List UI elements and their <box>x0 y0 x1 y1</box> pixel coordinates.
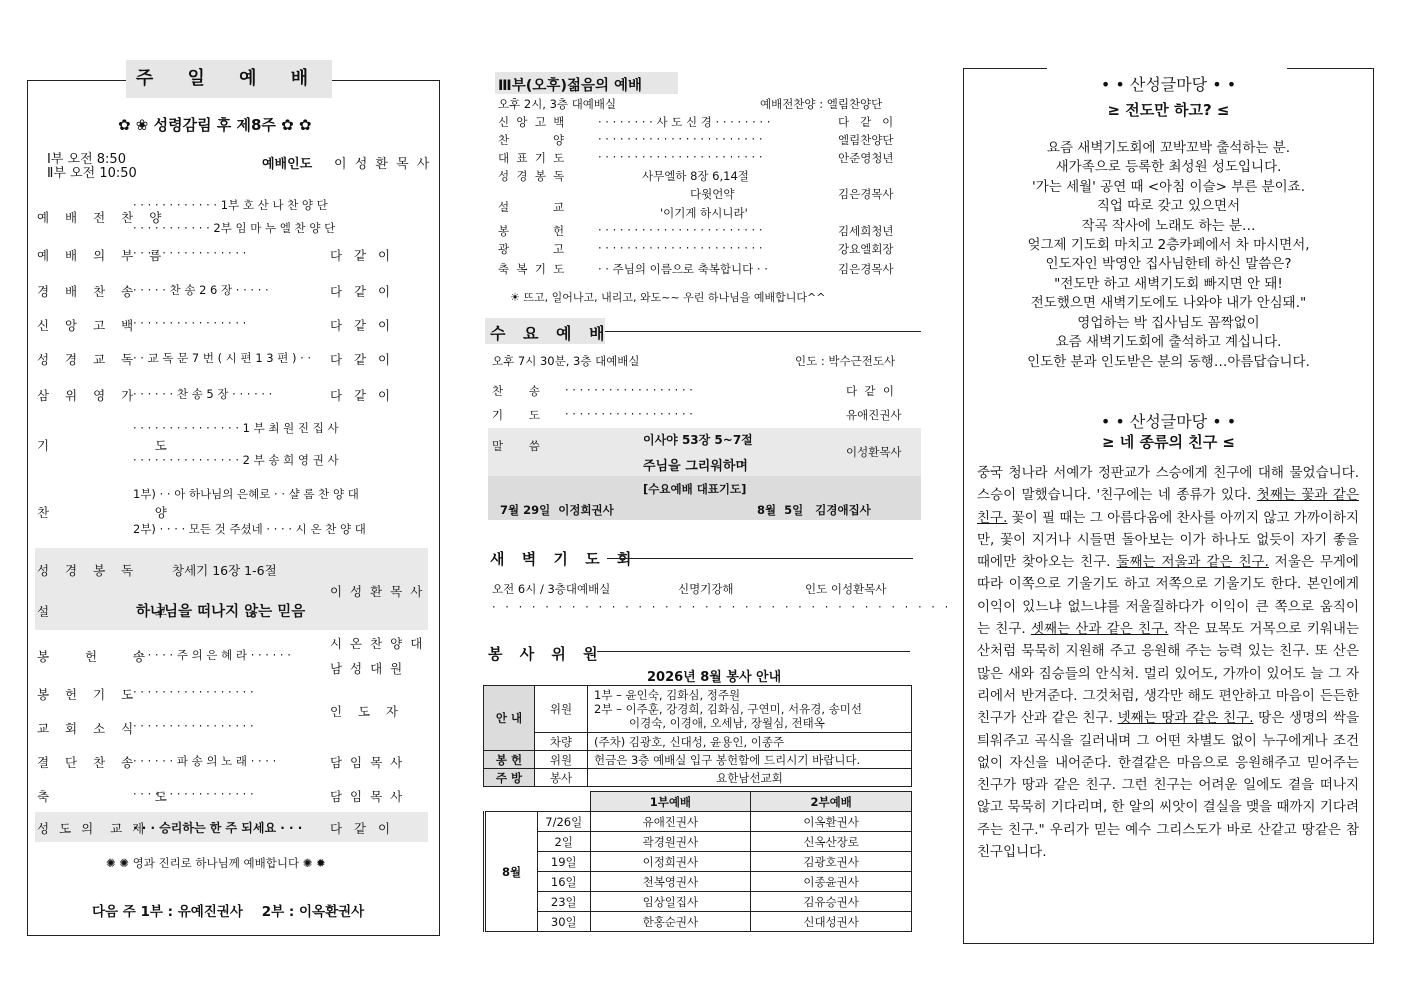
flower-icon: ✺ ✹ <box>302 856 326 870</box>
divider <box>597 651 910 652</box>
row-detail: · · · 승리하는 한 주 되세요 · · · <box>133 821 303 835</box>
service-table-title: 2026년 8월 봉사 안내 <box>647 670 782 685</box>
sunday-worship-title: 주 일 예 배 <box>126 60 332 98</box>
row-detail: · · · · · · 찬 송 5 장 · · · · · · <box>133 387 273 401</box>
table-cell: 16일 <box>538 872 591 892</box>
row-label: 교 회 소 식 <box>37 721 140 736</box>
row-detail: · · · · · 찬 송 2 6 장 · · · · · <box>133 283 269 297</box>
worship-subtitle <box>118 114 312 135</box>
table-cell: 김유승권사 <box>751 892 912 912</box>
wed-scripture: 이사야 53장 5~7절 <box>643 433 753 447</box>
table-row <box>484 751 912 769</box>
usher-line: 이경숙, 이경애, 오세남, 장월심, 전태옥 <box>629 716 825 730</box>
youth-praise: 예배전찬양 : 엘림찬양단 <box>760 97 883 111</box>
schedule-table <box>483 791 912 932</box>
row-right: 담 임 목 사 <box>330 789 405 804</box>
row-right: 다 같 이 <box>330 821 391 836</box>
wed-row-label: 찬 송 <box>492 384 540 398</box>
table-cell: 이종윤권사 <box>751 872 912 892</box>
divider <box>607 558 913 559</box>
worship-footer <box>106 855 326 871</box>
dawn-title: 새 벽 기 도 회 <box>490 550 638 568</box>
dot-icon: • • <box>1100 75 1130 94</box>
youth-row-right: 다 같 이 <box>838 115 894 129</box>
table-row <box>484 769 912 787</box>
essay2-text: 땅은 생명의 싹을 틔워주고 곡식을 길러내며 그 어떤 차별도 없이 누구에게나 조건 없이 자신을 내어준다. 한결같은 마음으로 응원해주고 믿어주는 친구가 땅과 같은 친구. 그런 친구는 어려운 일에도 곁을 떠나지 않고 묵묵히 기다리며, 한 알의 씨앗이 결실을 맺을 때까지 기다려주는 친구." 우리가 믿는 예수 그리스도가 바로 산같고 땅같은 참 친구입니다. <box>977 710 1359 861</box>
youth-title: Ⅲ부(오후)젊음의 예배 <box>498 78 643 94</box>
row-detail: 2부) · · · · 모든 것 주셨네 · · · · 시 온 찬 양 대 <box>133 522 366 536</box>
table-cell: (주차) 김광호, 신대성, 윤용인, 이종주 <box>588 733 912 751</box>
youth-row-detail: · · · · · · · · · · · · · · · · · · · · · · · <box>598 241 763 255</box>
row-label: 성 경 교 독 <box>37 352 140 367</box>
row-detail: 1부) · · 아 하나님의 은혜로 · · 샬 롬 찬 양 대 <box>133 487 359 501</box>
row-right: 다 같 이 <box>330 388 391 403</box>
usher-line: 2부 – 이주훈, 강경희, 김화심, 구연미, 서유경, 송미선 <box>594 702 863 716</box>
table-row <box>485 832 912 852</box>
youth-row-label: 대 표 기 도 <box>498 151 565 165</box>
row-label: 예 배 전 찬 양 <box>37 210 168 225</box>
row-right: 남 성 대 원 <box>330 661 405 676</box>
essay1-line: 요즘 새벽기도회에 출석하고 계십니다. <box>1055 334 1282 350</box>
wed-prayer-title: [수요예배 대표기도] <box>643 482 747 496</box>
row-right: 이 성 환 목 사 <box>330 584 425 599</box>
row-detail: · · · · · · 파 송 의 노 래 · · · · <box>133 754 277 768</box>
flower-icon: ✺ ✺ <box>106 856 129 870</box>
scripture-ref: 창세기 16장 1-6절 <box>172 563 277 578</box>
essay2-title-text: 산성글마당 <box>1129 412 1208 431</box>
table-cell: 천복영권사 <box>590 872 751 892</box>
table-cell: 헌금은 3층 예배실 입구 봉헌함에 드리시기 바랍니다. <box>588 751 912 769</box>
row-detail: · · · · · · · · · · · · · · · 1 부 최 원 진 집 사 <box>133 421 339 435</box>
essay2-text: 작은 묘목도 거목으로 키워내는 산처럼 묵묵히 지원해 주고 응원해 주는 능력 있는 친구. 또 산은 많은 새와 짐승들의 안식처. 멀리 있어도, 가까이 있어도 늘 그 자리에서 반겨준다. 그것처럼, 생각만 해도 편안하고 마음이 든든한 친구가 산과 같은 친구. <box>977 621 1359 727</box>
table-cell: 곽경원권사 <box>590 832 751 852</box>
wed-prayer-2: 8월 5일 김경애집사 <box>757 503 871 517</box>
table-cell: 김광호권사 <box>751 852 912 872</box>
table-cell <box>538 792 591 812</box>
essay2-highlight: 첫째는 꽃과 같은 친구. <box>977 487 1360 526</box>
table-cell: 19일 <box>538 852 591 872</box>
essay1-line: 인도자인 박영안 집사님한테 하신 말씀은? <box>1045 256 1292 272</box>
table-cell: 2일 <box>538 832 591 852</box>
service-time-2: Ⅱ부 오전 10:50 <box>47 166 137 181</box>
essay1-title <box>963 72 1374 95</box>
youth-sermon-sub: '이기게 하시니라' <box>660 206 748 220</box>
youth-row-detail: 사무엘하 8장 6,14절 <box>642 169 749 183</box>
sermon-title: 하나님을 떠나지 않는 믿음 <box>136 604 306 620</box>
wed-time: 오후 7시 30분, 3층 대예배실 <box>492 354 640 368</box>
wed-row-right: 유애진권사 <box>846 408 902 422</box>
footer-text: 영과 진리로 하나님께 예배합니다 <box>132 856 300 870</box>
dot-icon: • • <box>1207 412 1237 431</box>
row-detail: · · 교 독 문 7 번 ( 시 편 1 3 편 ) · · <box>133 351 312 365</box>
wed-row-dots: · · · · · · · · · · · · · · · · · · <box>565 407 693 421</box>
table-cell: 이옥환권사 <box>751 812 912 832</box>
essay2-title <box>963 409 1374 432</box>
dawn-topic: 신명기강해 <box>678 582 734 596</box>
row-detail: · · · · · · · · · · · · · · · · · <box>133 719 254 733</box>
row-detail: · · · · · · · · · · · · · · · · · <box>133 787 254 801</box>
table-cell: 신대성권사 <box>751 912 912 932</box>
youth-row-right: 강요엘회장 <box>838 242 894 256</box>
row-right: 담 임 목 사 <box>330 755 405 770</box>
row-right: 다 같 이 <box>330 318 391 333</box>
leader-label: 예배인도 <box>262 157 313 172</box>
table-cell: 임상일집사 <box>590 892 751 912</box>
essay1-line: 영업하는 박 집사님도 꼼짝없이 <box>1077 315 1260 331</box>
row-label: 기 도 <box>37 438 173 453</box>
essay1-line: 인도한 분과 인도받은 분의 동행…아름답습니다. <box>1027 354 1310 370</box>
usher-line: 1부 – 윤인숙, 김화심, 정주원 <box>594 688 741 702</box>
table-cell: 봉사 <box>535 769 588 787</box>
table-cell: 봉 헌 <box>484 751 535 769</box>
row-detail: · · · · · · · · · · · · · · · 2 부 송 희 영 권 사 <box>133 453 339 467</box>
dawn-info: 오전 6시 / 3층대예배실 <box>492 582 611 596</box>
row-label: 축 도 <box>37 789 173 804</box>
table-cell: 이정희권사 <box>590 852 751 872</box>
service-title: 봉 사 위 원 <box>488 645 604 663</box>
row-right: 시 온 찬 양 대 <box>330 636 425 651</box>
table-row <box>484 686 912 733</box>
youth-sermon: 다윗언약 <box>690 187 735 201</box>
row-detail: · · · · · · 주 의 은 혜 라 · · · · · · <box>133 648 291 662</box>
row-right: 인 도 자 <box>330 704 399 719</box>
table-cell: 안 내 <box>484 686 535 751</box>
row-label: 예 배 의 부 름 <box>37 248 168 263</box>
table-cell: 요한남선교회 <box>588 769 912 787</box>
dawn-dots: · · · · · · · · · · · · · · · · · · · · · · · · · · · · · · · · · · · <box>492 600 952 614</box>
dawn-leader: 인도 이성환목사 <box>805 582 887 596</box>
youth-row-label: 성 경 봉 독 <box>498 169 565 183</box>
row-label: 성 도 의 교 제 <box>37 821 148 836</box>
table-cell: 23일 <box>538 892 591 912</box>
essay1-line: 전도했으면 새벽기도에도 나와야 내가 안심돼." <box>1030 295 1307 311</box>
row-label: 성 경 봉 독 <box>37 563 140 578</box>
leader-name: 이 성 환 목 사 <box>334 157 432 172</box>
table-row <box>485 892 912 912</box>
essay2-highlight: 셋째는 산과 같은 친구. <box>1030 621 1169 638</box>
service-table <box>483 685 912 787</box>
essay1-line: '가는 세월' 공연 때 <아침 이슬> 부른 분이죠. <box>1031 179 1306 195</box>
next-week-prayer: 다음 주 1부 : 유예진권사 2부 : 이옥환권사 <box>92 904 365 920</box>
youth-slogan <box>510 289 825 305</box>
youth-row-right: 엘림찬양단 <box>838 133 894 147</box>
row-label: 결 단 찬 송 <box>37 755 140 770</box>
youth-row-right: 안준영청년 <box>838 151 894 165</box>
youth-row-label: 찬 양 <box>498 133 565 147</box>
table-cell: 30일 <box>538 912 591 932</box>
essay1-subtitle: ≥ 전도만 하고? ≤ <box>1107 101 1230 119</box>
row-detail: · · · · · · · · · · · 2부 임 마 누 엘 찬 양 단 <box>133 221 336 235</box>
flower-icon: ✿ ❀ <box>118 116 149 134</box>
subtitle-text: 성령감림 후 제8주 <box>153 116 276 134</box>
essay2-text: 저울은 무게에 따라 이쪽으로 기울기도 하고 저쪽으로 기울기도 한다. 본인에게 이익이 있느냐 없느냐를 저울질하다가 이익이 큰 쪽으로 움직이는 친구. <box>977 554 1359 638</box>
row-detail: · · · · · · · · · · · · · · · · <box>133 316 247 330</box>
youth-row-label: 설 교 <box>498 200 565 214</box>
youth-row-detail: · · · · · · · · 사 도 신 경 · · · · · · · · <box>598 115 771 129</box>
table-header: 2부예배 <box>751 792 912 812</box>
wed-row-label: 기 도 <box>492 408 540 422</box>
table-row <box>485 812 912 832</box>
wed-sermon: 주님을 그리워하며 <box>643 459 748 474</box>
table-cell <box>588 686 912 733</box>
essay2-subtitle: ≥ 네 종류의 친구 ≤ <box>1102 433 1235 451</box>
essay2-body <box>977 462 1359 863</box>
essay1-line: 새가족으로 등록한 최성원 성도입니다. <box>1055 159 1282 175</box>
row-label: 삼 위 영 가 <box>37 388 140 403</box>
essay2-text: 꽃이 필 때는 그 아름다움에 찬사를 아끼지 않고 가까이하지만, 꽃이 지거나 시들면 돌아보는 이가 하나도 없듯이 자기 좋을 때에만 찾아오는 친구. <box>977 509 1359 571</box>
row-detail: · · · · · · · · · · · · 1부 호 산 나 찬 양 단 <box>133 198 328 212</box>
table-header: 1부예배 <box>590 792 751 812</box>
wed-word-label: 말 씀 <box>492 439 540 453</box>
youth-row-right: 김은경목사 <box>838 187 894 201</box>
wed-leader: 인도 : 박수근전도사 <box>795 354 896 368</box>
row-label: 설 교 <box>37 604 173 619</box>
table-cell: 한홍순권사 <box>590 912 751 932</box>
youth-row-detail: · · · · · · · · · · · · · · · · · · · · · · · <box>598 150 763 164</box>
row-right: 다 같 이 <box>330 352 391 367</box>
essay2-highlight: 넷째는 땅과 같은 친구. <box>1117 710 1254 727</box>
table-cell: 신옥산장로 <box>751 832 912 852</box>
divider <box>605 331 921 332</box>
essay1-line: 요즘 새벽기도회에 꼬박꼬박 출석하는 분. <box>1046 140 1291 156</box>
youth-row-right: 김은경목사 <box>838 262 894 276</box>
wed-prayer-1: 7월 29일 이정희권사 <box>500 503 614 517</box>
wed-title: 수 요 예 배 <box>490 324 611 343</box>
youth-row-label: 신 앙 고 백 <box>498 115 565 129</box>
table-cell: 차량 <box>535 733 588 751</box>
dot-icon: • • <box>1207 75 1237 94</box>
row-label: 봉 헌 기 도 <box>37 687 140 702</box>
essay1-line: 작곡 작사에 노래도 하는 분… <box>1081 218 1256 234</box>
youth-row-label: 광 고 <box>498 242 565 256</box>
sun-icon: ☀ <box>510 291 520 304</box>
table-cell: 7/26일 <box>538 812 591 832</box>
youth-row-label: 봉 헌 <box>498 224 565 238</box>
wed-preacher: 이성환목사 <box>846 445 902 459</box>
service-time-1: Ⅰ부 오전 8:50 <box>47 152 126 167</box>
row-label: 경 배 찬 송 <box>37 284 140 299</box>
order-row <box>37 503 427 521</box>
row-label: 봉 헌 송 <box>37 649 152 664</box>
row-right: 다 같 이 <box>330 248 391 263</box>
essay1-line: 엊그제 기도회 마치고 2층카페에서 차 마시면서, <box>1027 237 1310 253</box>
table-row <box>485 852 912 872</box>
flower-icon: ✿ ✿ <box>281 116 312 134</box>
youth-time: 오후 2시, 3층 대예배실 <box>498 97 617 111</box>
row-label: 신 앙 고 백 <box>37 318 140 333</box>
table-cell: 주 방 <box>484 769 535 787</box>
table-cell: 유애진권사 <box>590 812 751 832</box>
essay2-text: 중국 청나라 서예가 정판교가 스승에게 친구에 대해 물었습니다. 스승이 말했습니다. '친구에는 네 종류가 있다. <box>977 465 1359 504</box>
table-cell <box>485 792 538 812</box>
youth-row-detail: · · · · · · · · · · · · · · · · · · · · · · · <box>598 132 763 146</box>
row-label: 찬 양 <box>37 505 173 520</box>
essay1-line: "전도만 하고 새벽기도회 빠지면 안 돼! <box>1054 276 1283 292</box>
wed-row-right: 다 같 이 <box>846 384 894 398</box>
table-row <box>485 912 912 932</box>
month-cell: 8월 <box>485 812 538 932</box>
youth-row-detail: · · · · · · · · · · · · · · · · · · · · · · · <box>598 223 763 237</box>
slogan-text: 뜨고, 일어나고, 내리고, 와도~~ 우린 하나님을 예배합니다^^ <box>523 291 826 304</box>
table-row <box>485 872 912 892</box>
table-cell: 위원 <box>535 751 588 769</box>
row-detail: · · · · · · · · · · · · · · · · · <box>133 685 254 699</box>
row-right: 다 같 이 <box>330 284 391 299</box>
youth-row-label: 축 복 기 도 <box>498 262 565 276</box>
youth-row-right: 김세희청년 <box>838 224 894 238</box>
table-row <box>484 733 912 751</box>
essay1-line: 직업 따로 갖고 있으면서 <box>1096 198 1241 214</box>
row-detail: · · · · · · · · · · · · · · · · <box>133 246 247 260</box>
table-cell: 위원 <box>535 686 588 733</box>
youth-row-detail: · · 주님의 이름으로 축복합니다 · · <box>598 262 768 276</box>
wed-row-dots: · · · · · · · · · · · · · · · · · · <box>565 383 693 397</box>
essay1-title-text: 산성글마당 <box>1129 75 1208 94</box>
essay2-highlight: 둘째는 저울과 같은 친구. <box>1116 554 1269 571</box>
dot-icon: • • <box>1100 412 1130 431</box>
table-row <box>485 792 912 812</box>
